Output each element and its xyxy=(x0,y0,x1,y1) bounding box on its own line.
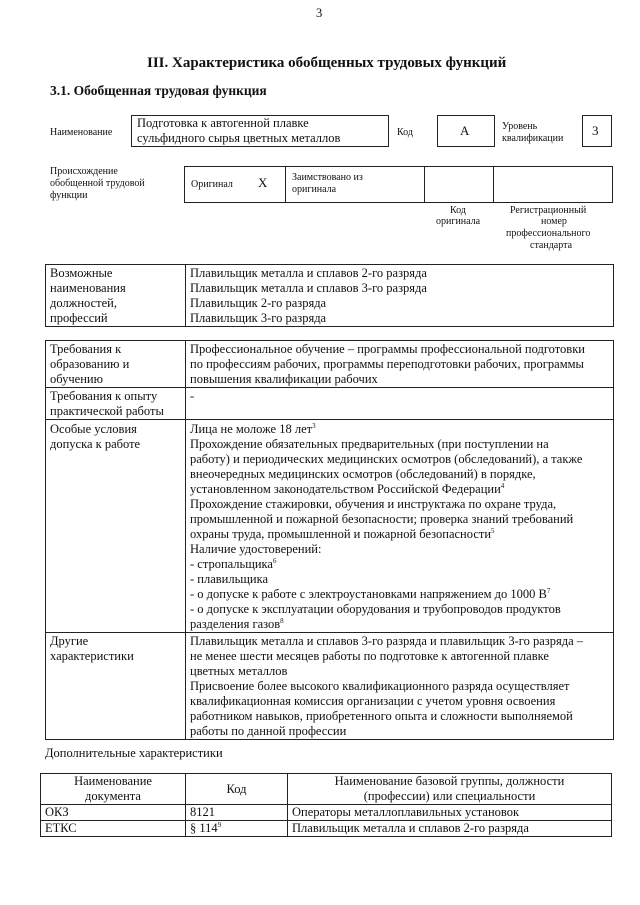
positions-label-1: Возможные xyxy=(50,266,113,280)
row-doc: ЕТКС xyxy=(41,821,186,837)
additional-header-name xyxy=(288,774,612,805)
education-label-3: обучению xyxy=(50,372,103,386)
level-label-2: квалификации xyxy=(502,133,564,144)
other-characteristics-value xyxy=(186,633,614,740)
origin-divider-2 xyxy=(424,166,425,203)
experience-value xyxy=(186,388,614,420)
origin-table xyxy=(184,166,613,203)
row-code: § $114^9$ xyxy=(186,821,288,837)
additional-header-code xyxy=(186,774,288,805)
page-number: 3 xyxy=(316,6,323,20)
reg-number-4: стандарта xyxy=(530,240,573,251)
borrowed-label-2: оригинала xyxy=(292,184,337,195)
special-line: работу) и периодических медицинских осмотров (обследований), а также xyxy=(190,452,583,466)
code-original-2: оригинала xyxy=(436,216,481,227)
other-label-1: Другие xyxy=(50,634,89,648)
header-doc-line-1: Наименование xyxy=(74,774,152,788)
original-label: Оригинал xyxy=(191,179,233,190)
education-line: повышения квалификации рабочих xyxy=(190,372,378,386)
header-doc-line-2: документа xyxy=(85,789,141,803)
other-characteristics-label xyxy=(46,633,186,740)
row-code: 8121 xyxy=(186,805,288,821)
positions-label-2: наименования xyxy=(50,281,126,295)
original-mark: X xyxy=(258,175,268,190)
education-label-2: образованию и xyxy=(50,357,130,371)
positions-label-3: должностей, xyxy=(50,296,117,310)
header-code-text: Код xyxy=(226,781,247,796)
code-value: А xyxy=(460,123,470,138)
footnote-ref: 8 xyxy=(280,616,284,625)
special-line: Лица не моложе 18 лет$^3$ xyxy=(190,421,316,436)
footnote-ref: 9 xyxy=(217,820,222,829)
origin-divider-1 xyxy=(285,166,286,203)
subsection-title: 3.1. Обобщенная трудовая функция xyxy=(50,83,267,98)
positions-values xyxy=(186,265,614,327)
special-line: охраны труда, промышленной и пожарной безопасности$^5$ xyxy=(190,526,495,541)
section-title: III. Характеристика обобщенных трудовых функций xyxy=(147,55,507,71)
footnote-ref: 6 xyxy=(272,556,277,565)
table-row xyxy=(41,805,612,821)
special-line: - о допуске к эксплуатации оборудования и трубопроводов продуктов xyxy=(190,602,561,616)
education-label xyxy=(46,341,186,388)
code-label: Код xyxy=(397,127,413,138)
positions-label-4: профессий xyxy=(50,311,108,325)
special-line: Наличие удостоверений: xyxy=(190,542,322,556)
header-name-line-2: (профессии) или специальности xyxy=(363,789,536,803)
other-line: Присвоение более высокого квалификационного разряда осуществляет xyxy=(190,679,570,693)
row-doc: ОКЗ xyxy=(41,805,186,821)
experience-label-2: практической работы xyxy=(50,404,164,418)
reg-number-2: номер xyxy=(541,216,567,227)
footnote-ref: 7 xyxy=(546,586,551,595)
additional-title: Дополнительные характеристики xyxy=(45,746,223,760)
special-conditions-value xyxy=(186,420,614,633)
level-value: 3 xyxy=(592,123,599,138)
special-line: Прохождение стажировки, обучения и инструктажа по охране труда, xyxy=(190,497,557,511)
origin-label-2: обобщенной трудовой xyxy=(50,178,145,189)
footnote-ref: 4 xyxy=(500,481,505,490)
special-line: промышленной и пожарной безопасности; проверка знаний требований xyxy=(190,512,574,526)
name-value-line-2: сульфидного сырья цветных металлов xyxy=(137,131,341,145)
education-label-1: Требования к xyxy=(50,342,122,356)
position-item: Плавильщик металла и сплавов 3-го разряда xyxy=(190,281,427,295)
header-name-line-1: Наименование базовой группы, должности xyxy=(334,774,565,788)
row-name: Операторы металлоплавильных установок xyxy=(288,805,612,821)
special-line: установленном законодательством Российской Федерации$^4$ xyxy=(190,481,505,496)
position-item: Плавильщик 2-го разряда xyxy=(190,296,327,310)
requirements-table xyxy=(45,340,614,740)
special-conditions-label xyxy=(46,420,186,633)
other-line: не менее шести месяцев работы по подготовке к автогенной плавке xyxy=(190,649,549,663)
special-line: - плавильщика xyxy=(190,572,269,586)
special-line: разделения газов$^8$ xyxy=(190,616,284,631)
origin-label-3: функции xyxy=(50,190,88,201)
other-line: Плавильщик металла и сплавов 3-го разряда и плавильщик 3-го разряда – xyxy=(190,634,583,648)
row-name: Плавильщик металла и сплавов 2-го разряда xyxy=(288,821,612,837)
experience-label xyxy=(46,388,186,420)
positions-label xyxy=(46,265,186,327)
level-label-1: Уровень xyxy=(502,121,538,132)
other-line: квалификационная комиссия организации с учетом уровня освоения xyxy=(190,694,556,708)
other-line: работы по данной профессии xyxy=(190,724,347,738)
additional-header-doc xyxy=(41,774,186,805)
experience-label-1: Требования к опыту xyxy=(50,389,158,403)
education-line: Профессиональное обучение – программы профессиональной подготовки xyxy=(190,342,585,356)
special-line: внеочередных медицинских осмотров (обследований) в порядке, xyxy=(190,467,536,481)
code-original-1: Код xyxy=(450,205,466,216)
education-value xyxy=(186,341,614,388)
special-label-1: Особые условия xyxy=(50,422,137,436)
footnote-ref: 3 xyxy=(312,421,316,430)
footnote-ref: 5 xyxy=(491,526,495,535)
special-line: Прохождение обязательных предварительных (при поступлении на xyxy=(190,437,549,451)
name-label: Наименование xyxy=(50,127,113,138)
special-label-2: допуска к работе xyxy=(50,437,141,451)
special-line: - стропальщика$^6$ xyxy=(190,556,277,571)
reg-number-1: Регистрационный xyxy=(510,205,587,216)
position-item: Плавильщик металла и сплавов 2-го разряда xyxy=(190,266,427,280)
special-line: - о допуске к работе с электроустановками напряжением до 1000 $В^7$ xyxy=(190,586,551,601)
other-line: работником навыков, приобретенного опыта и сложности выполняемой xyxy=(190,709,573,723)
reg-number-3: профессионального xyxy=(506,228,591,239)
other-label-2: характеристики xyxy=(50,649,134,663)
experience-value-text: - xyxy=(190,389,195,403)
table-row xyxy=(41,821,612,837)
additional-table xyxy=(40,773,612,837)
education-line: по профессиям рабочих, программы переподготовки рабочих, программы xyxy=(190,357,584,371)
borrowed-label-1: Заимствовано из xyxy=(292,172,363,183)
positions-table xyxy=(45,264,614,327)
other-line: цветных металлов xyxy=(190,664,288,678)
name-value-line-1: Подготовка к автогенной плавке xyxy=(137,116,309,130)
origin-label-1: Происхождение xyxy=(50,166,118,177)
origin-divider-3 xyxy=(493,166,494,203)
position-item: Плавильщик 3-го разряда xyxy=(190,311,327,325)
